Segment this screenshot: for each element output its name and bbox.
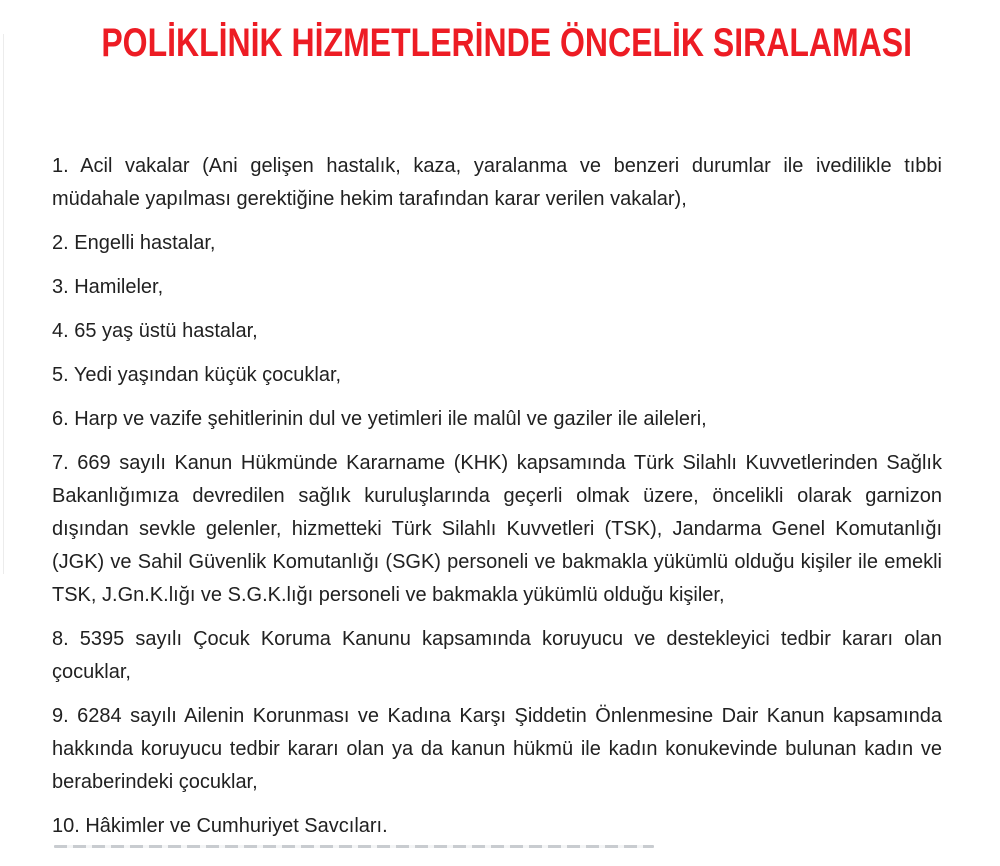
priority-item-9: 9. 6284 sayılı Ailenin Korunması ve Kadına Karşı Şiddetin Önlenmesine Dair Kanun kapsamında hakkında koruyucu tedbir kararı olan ya da kanun hükmü ile kadın konukevinde bulunan kadın ve beraberindeki çocuklar,	[52, 705, 942, 793]
page-title: POLİKLİNİK HİZMETLERİNDE ÖNCELİK SIRALAMASI	[101, 21, 912, 65]
priority-item-5: 5. Yedi yaşından küçük çocuklar,	[52, 364, 342, 386]
cutoff-text-artifact	[54, 845, 654, 848]
priority-item-4: 4. 65 yaş üstü hastalar,	[52, 320, 258, 342]
title-row	[0, 22, 1000, 64]
page-edge-artifact	[3, 34, 4, 574]
priority-item-10: 10. Hâkimler ve Cumhuriyet Savcıları.	[52, 815, 388, 837]
priority-item-1: 1. Acil vakalar (Ani gelişen hastalık, kaza, yaralanma ve benzeri durumlar ile ivedilikle tıbbi müdahale yapılması gerektiğine hekim tarafından karar verilen vakalar),	[52, 155, 942, 210]
priority-item-7: 7. 669 sayılı Kanun Hükmünde Kararname (KHK) kapsamında Türk Silahlı Kuvvetlerinden Sağlık Bakanlığımıza devredilen sağlık kuruluşlarında geçerli olmak üzere, öncelikli olarak garnizon dışından sevkle gelenler, hizmetteki Türk Silahlı Kuvvetleri (TSK), Jandarma Genel Komutanlığı (JGK) ve Sahil Güvenlik Komutanlığı (SGK) personeli ve bakmakla yükümlü olduğu kişiler ile emekli TSK, J.Gn.K.lığı ve S.G.K.lığı personeli ve bakmakla yükümlü olduğu kişiler,	[52, 452, 942, 606]
priority-item-3: 3. Hamileler,	[52, 276, 164, 298]
priority-item-2: 2. Engelli hastalar,	[52, 232, 216, 254]
priority-item-8: 8. 5395 sayılı Çocuk Koruma Kanunu kapsamında koruyucu ve destekleyici tedbir kararı olan çocuklar,	[52, 628, 942, 683]
priority-item-6: 6. Harp ve vazife şehitlerinin dul ve yetimleri ile malûl ve gaziler ile aileleri,	[52, 408, 707, 430]
priority-list	[0, 150, 1000, 843]
